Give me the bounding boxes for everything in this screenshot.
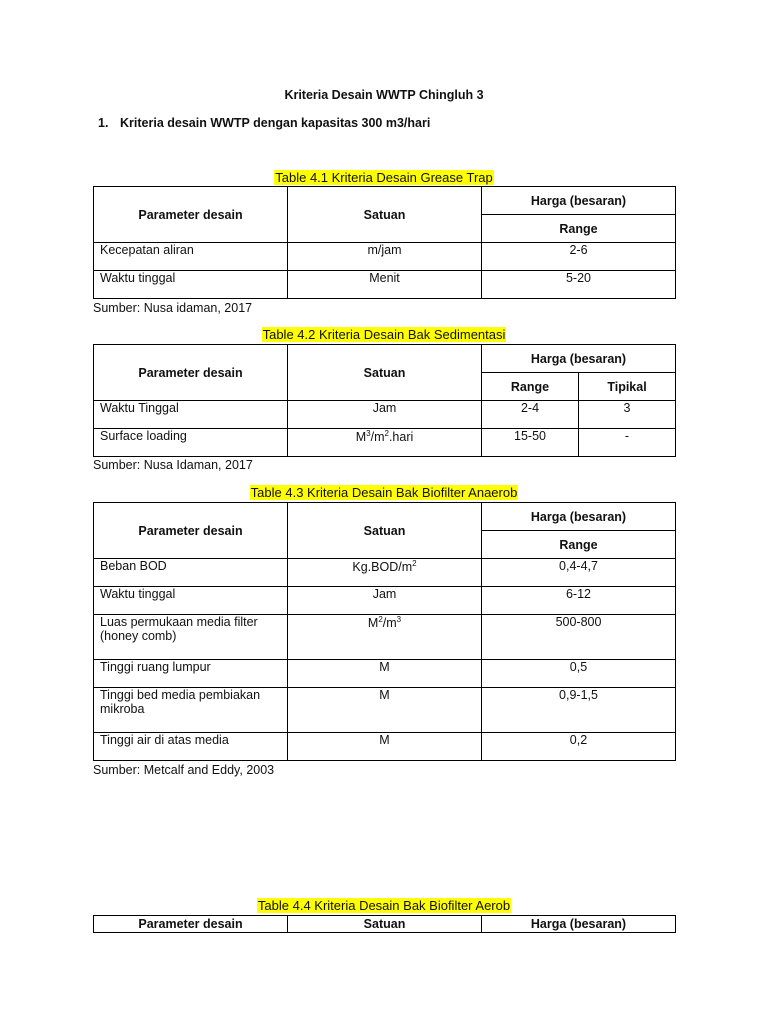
header-unit: Satuan (288, 503, 482, 559)
cell-param: Surface loading (94, 429, 288, 457)
cell-unit: $M^3/m^2.hari$ (288, 429, 482, 457)
cell-unit: M (288, 688, 482, 733)
cell-typical: 3 (579, 401, 676, 429)
header-range: Range (482, 531, 676, 559)
header-value: Harga (besaran) (482, 345, 676, 373)
cell-unit: $Kg.BOD/m^2$ (288, 559, 482, 587)
cell-unit: M (288, 660, 482, 688)
header-param: Parameter desain (94, 916, 288, 933)
table-row (94, 271, 676, 299)
table-row (94, 401, 676, 429)
table3-caption: Table 4.3 Kriteria Desain Bak Biofilter Anaerob (250, 485, 518, 500)
header-value: Harga (besaran) (482, 503, 676, 531)
section-number: 1. (98, 116, 109, 130)
cell-range: 6-12 (482, 587, 676, 615)
header-param: Parameter desain (94, 345, 288, 401)
cell-param: Waktu tinggal (94, 587, 288, 615)
cell-param: Luas permukaan media filter (honey comb) (94, 615, 288, 660)
header-unit: Satuan (288, 345, 482, 401)
table4-caption: Table 4.4 Kriteria Desain Bak Biofilter Aerob (257, 898, 511, 913)
cell-range: 2-6 (482, 243, 676, 271)
cell-param: Tinggi ruang lumpur (94, 660, 288, 688)
cell-param: Tinggi air di atas media (94, 733, 288, 761)
cell-unit: Jam (288, 401, 482, 429)
cell-range: 5-20 (482, 271, 676, 299)
table3-source: Sumber: Metcalf and Eddy, 2003 (93, 763, 275, 777)
cell-param: Tinggi bed media pembiakan mikroba (94, 688, 288, 733)
cell-range: 2-4 (482, 401, 579, 429)
table-row (94, 559, 676, 587)
cell-unit: Menit (288, 271, 482, 299)
header-range: Range (482, 373, 579, 401)
header-value: Harga (besaran) (482, 916, 676, 933)
cell-unit: Jam (288, 587, 482, 615)
header-param: Parameter desain (94, 187, 288, 243)
header-value: Harga (besaran) (482, 187, 676, 215)
table2-source: Sumber: Nusa Idaman, 2017 (93, 458, 253, 472)
cell-param: Beban BOD (94, 559, 288, 587)
section-heading (98, 116, 430, 130)
cell-unit: M (288, 733, 482, 761)
grease-trap-table (93, 186, 676, 299)
cell-unit: m/jam (288, 243, 482, 271)
table-row (94, 429, 676, 457)
table-row (94, 243, 676, 271)
table-row (94, 660, 676, 688)
table-row (94, 615, 676, 660)
table2-caption: Table 4.2 Kriteria Desain Bak Sedimentasi (262, 327, 506, 342)
table-row (94, 688, 676, 733)
section-text: Kriteria desain WWTP dengan kapasitas 300 m3/hari (120, 116, 431, 130)
header-param: Parameter desain (94, 503, 288, 559)
header-unit: Satuan (288, 187, 482, 243)
header-range: Range (482, 215, 676, 243)
cell-range: 0,9-1,5 (482, 688, 676, 733)
cell-range: 0,5 (482, 660, 676, 688)
table1-caption: Table 4.1 Kriteria Desain Grease Trap (275, 170, 493, 185)
table1-source: Sumber: Nusa idaman, 2017 (93, 301, 253, 315)
anaerobic-biofilter-table (93, 502, 676, 761)
cell-unit: $M^2/m^3$ (288, 615, 482, 660)
header-typical: Tipikal (579, 373, 676, 401)
table-row (94, 587, 676, 615)
aerobic-biofilter-table (93, 915, 676, 933)
cell-range: 0,2 (482, 733, 676, 761)
cell-param: Waktu tinggal (94, 271, 288, 299)
cell-typical: - (579, 429, 676, 457)
cell-range: 0,4-4,7 (482, 559, 676, 587)
table-row (94, 733, 676, 761)
page-title: Kriteria Desain WWTP Chingluh 3 (284, 88, 484, 102)
cell-range: 15-50 (482, 429, 579, 457)
cell-range: 500-800 (482, 615, 676, 660)
cell-param: Kecepatan aliran (94, 243, 288, 271)
header-unit: Satuan (288, 916, 482, 933)
sedimentation-table (93, 344, 676, 457)
cell-param: Waktu Tinggal (94, 401, 288, 429)
